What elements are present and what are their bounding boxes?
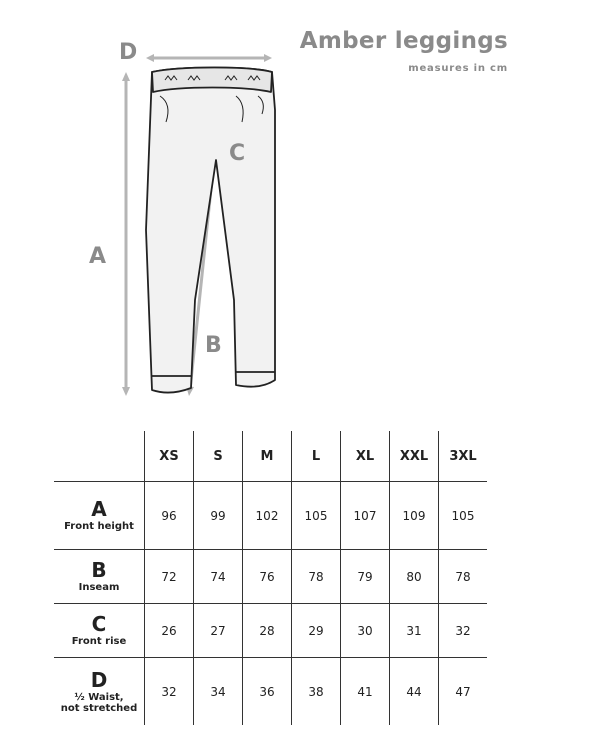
table-cell: 26: [145, 604, 194, 658]
header-row: [54, 431, 487, 482]
row-label: ½ Waist,: [74, 691, 124, 703]
table-cell: 105: [439, 482, 488, 550]
table-cell: 38: [292, 658, 341, 726]
table-cell: 99: [194, 482, 243, 550]
table-cell: 78: [292, 550, 341, 604]
table-cell: 109: [390, 482, 439, 550]
row-label: Inseam: [78, 582, 120, 594]
size-header: XS: [145, 431, 194, 482]
table-cell: 72: [145, 550, 194, 604]
row-label-secondary: not stretched: [60, 703, 138, 714]
table-cell: 102: [243, 482, 292, 550]
size-header: S: [194, 431, 243, 482]
row-letter: D: [90, 667, 108, 692]
row-letter: A: [91, 497, 107, 522]
table-cell: 32: [145, 658, 194, 726]
table-cell: 107: [341, 482, 390, 550]
row-header: [54, 658, 145, 726]
units-subtitle: measures in cm: [408, 63, 508, 74]
size-chart-table: [54, 431, 487, 725]
row-header: [54, 604, 145, 658]
table-cell: 79: [341, 550, 390, 604]
table-cell: 28: [243, 604, 292, 658]
table-cell: 47: [439, 658, 488, 726]
table-row: [54, 550, 487, 604]
table-row: [54, 604, 487, 658]
size-header: 3XL: [439, 431, 488, 482]
label-c: C: [229, 141, 246, 166]
table-cell: 36: [243, 658, 292, 726]
row-label: Front rise: [71, 636, 127, 648]
row-label: Front height: [64, 521, 134, 533]
size-header: XL: [341, 431, 390, 482]
table-cell: 105: [292, 482, 341, 550]
size-header: XXL: [390, 431, 439, 482]
table-cell: 96: [145, 482, 194, 550]
table-cell: 30: [341, 604, 390, 658]
table-cell: 78: [439, 550, 488, 604]
row-letter: B: [91, 558, 107, 583]
label-b: B: [205, 333, 222, 358]
size-header: M: [243, 431, 292, 482]
table-cell: 74: [194, 550, 243, 604]
table-cell: 34: [194, 658, 243, 726]
row-header: [54, 482, 145, 550]
table-cell: 29: [292, 604, 341, 658]
size-header: L: [292, 431, 341, 482]
table-cell: 76: [243, 550, 292, 604]
table-cell: 41: [341, 658, 390, 726]
row-letter: C: [91, 612, 107, 637]
table-row: [54, 658, 487, 726]
table-cell: 27: [194, 604, 243, 658]
table-row: [54, 482, 487, 550]
label-d: D: [119, 40, 138, 65]
table-cell: 80: [390, 550, 439, 604]
table-cell: 44: [390, 658, 439, 726]
table-cell: 31: [390, 604, 439, 658]
table-cell: 32: [439, 604, 488, 658]
corner-cell: [54, 431, 145, 482]
row-header: [54, 550, 145, 604]
label-a: A: [89, 244, 107, 269]
page-title: Amber leggings: [299, 28, 508, 54]
